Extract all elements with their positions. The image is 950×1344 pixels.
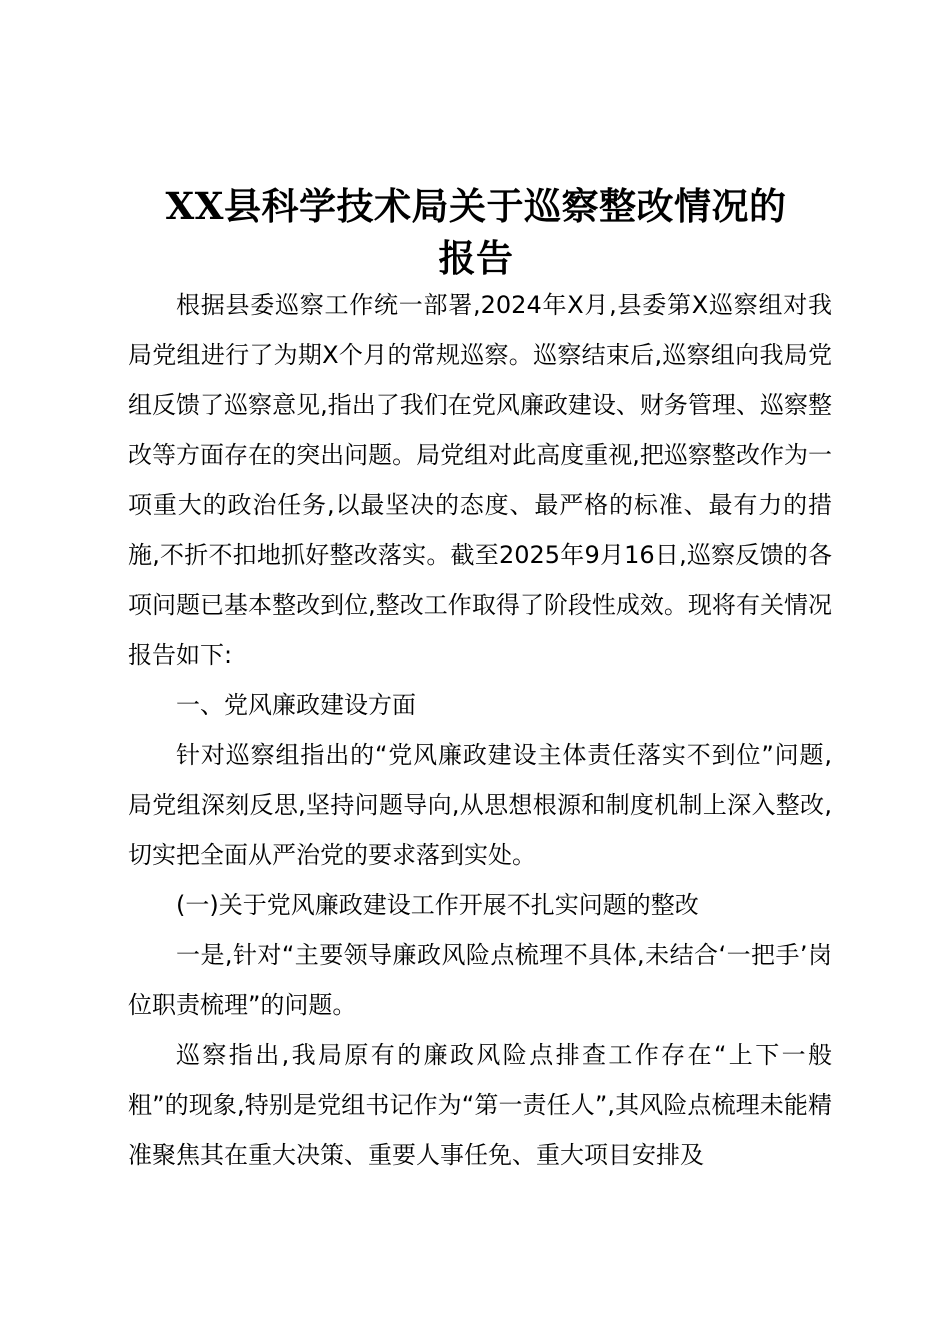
subsection-heading: (一)关于党风廉政建设工作开展不扎实问题的整改 (176, 891, 699, 919)
title-line-2: 报告 (438, 236, 514, 280)
paragraph-intro: 根据县委巡察工作统一部署,2024年X月,县委第X巡察组对我局党组进行了为期X个月的常规巡察。巡察结束后,巡察组向我局党组反馈了巡察意见,指出了我们在党风廉政建设、财务管理、巡察整改等方面存在的突出问题。局党组对此高度重视,把巡察整改作为一项重大的政治任务,以最坚决的态度、最严格的标准、最有力的措施,不折不扣地抓好整改落实。截至2025年9月16日,巡察反馈的各项问题已基本整改到位,整改工作取得了阶段性成效。现将有关情况报告如下: (128, 291, 832, 669)
document-body (128, 280, 832, 1180)
document-title (120, 180, 832, 284)
section-heading: 一、党风廉政建设方面 (176, 691, 416, 719)
paragraph: 针对巡察组指出的“党风廉政建设主体责任落实不到位”问题,局党组深刻反思,坚持问题导向,从思想根源和制度机制上深入整改,切实把全面从严治党的要求落到实处。 (128, 741, 832, 869)
title-line-1: XX县科学技术局关于巡察整改情况的 (165, 184, 787, 228)
paragraph: 一是,针对“主要领导廉政风险点梳理不具体,未结合‘一把手’岗位职责梳理”的问题。 (128, 941, 832, 1019)
paragraph: 巡察指出,我局原有的廉政风险点排查工作存在“上下一般粗”的现象,特别是党组书记作为“第一责任人”,其风险点梳理未能精准聚焦其在重大决策、重要人事任免、重大项目安排及 (128, 1041, 832, 1169)
